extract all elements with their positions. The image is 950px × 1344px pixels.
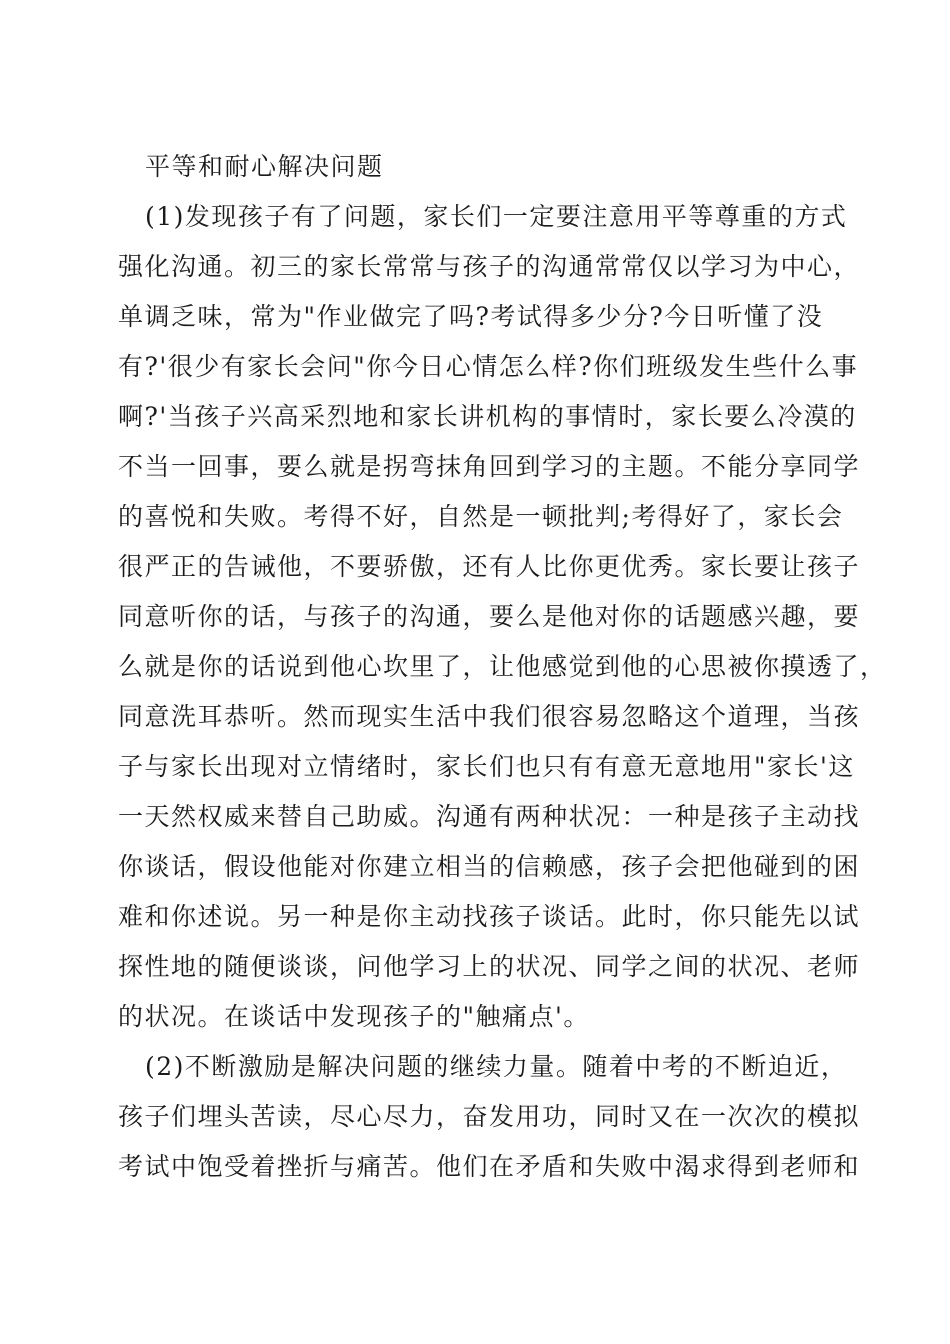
paragraph-line: 的喜悦和失败。考得不好，自然是一顿批判;考得好了，家长会 [118, 502, 844, 531]
paragraph-line: 探性地的随便谈谈，问他学习上的状况、同学之间的状况、老师 [118, 952, 861, 981]
paragraph-line: 有?'很少有家长会问"你今日心情怎么样?你们班级发生些什么事 [118, 352, 859, 381]
paragraph-line: 子与家长出现对立情绪时，家长们也只有有意无意地用"家长'这 [118, 752, 855, 781]
paragraph-line: 不当一回事，要么就是拐弯抹角回到学习的主题。不能分享同学 [118, 452, 861, 481]
paragraph-line: 很严正的告诫他，不要骄傲，还有人比你更优秀。家长要让孩子 [118, 552, 861, 581]
paragraph-line: 强化沟通。初三的家长常常与孩子的沟通常常仅以学习为中心， [118, 252, 861, 281]
paragraph-line: 的状况。在谈话中发现孩子的"触痛点'。 [118, 1002, 590, 1031]
paragraph-line: 一天然权威来替自己助威。沟通有两种状况：一种是孩子主动找 [118, 802, 861, 831]
paragraph-line: 啊?'当孩子兴高采烈地和家长讲机构的事情时，家长要么冷漠的 [118, 402, 857, 431]
paragraph-line: 么就是你的话说到他心坎里了，让他感觉到他的心思被你摸透了， [118, 652, 887, 681]
paragraph-line: 同意听你的话，与孩子的沟通，要么是他对你的话题感兴趣，要 [118, 602, 861, 631]
paragraph-line: 单调乏味，常为"作业做完了吗?考试得多少分?今日听懂了没 [118, 302, 824, 331]
paragraph-line: (2)不断激励是解决问题的继续力量。随着中考的不断迫近， [145, 1052, 848, 1081]
paragraph-line: 你谈话，假设他能对你建立相当的信赖感，孩子会把他碰到的困 [118, 852, 861, 881]
paragraph-line: 难和你述说。另一种是你主动找孩子谈话。此时，你只能先以试 [118, 902, 861, 931]
paragraph-line: 孩子们埋头苦读，尽心尽力，奋发用功，同时又在一次次的模拟 [118, 1102, 861, 1131]
paragraph-line: (1)发现孩子有了问题，家长们一定要注意用平等尊重的方式 [145, 202, 848, 231]
paragraph-line: 同意洗耳恭听。然而现实生活中我们很容易忽略这个道理，当孩 [118, 702, 861, 731]
paragraph-line: 考试中饱受着挫折与痛苦。他们在矛盾和失败中渴求得到老师和 [118, 1152, 861, 1181]
section-heading: 平等和耐心解决问题 [145, 152, 384, 181]
